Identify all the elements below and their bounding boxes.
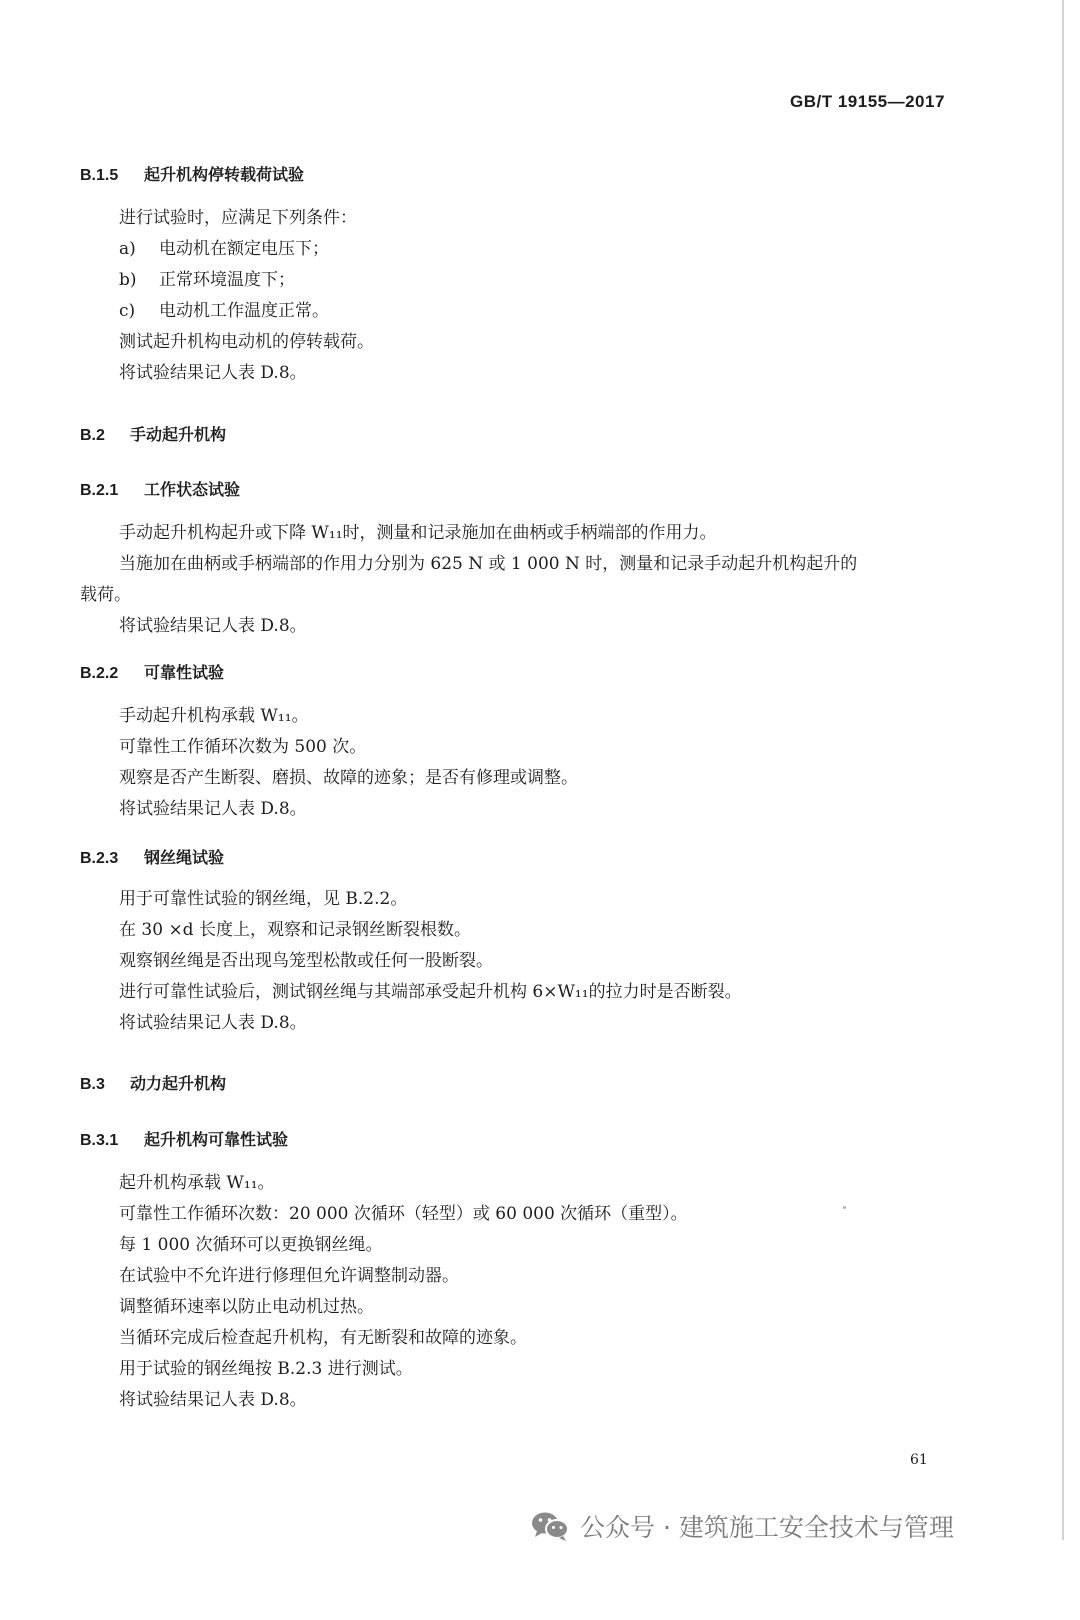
paragraph: 用于可靠性试验的钢丝绳，见 B.2.2。	[119, 889, 408, 909]
paragraph: 每 1 000 次循环可以更换钢丝绳。	[119, 1235, 383, 1255]
section-heading-b21	[80, 477, 240, 500]
section-heading-b22	[80, 660, 224, 683]
document-code: GB/T 19155—2017	[790, 92, 945, 111]
section-number: B.3.1	[80, 1132, 119, 1149]
section-heading-b15	[80, 162, 304, 185]
section-title: 动力起升机构	[130, 1074, 227, 1093]
section-title: 钢丝绳试验	[144, 848, 225, 867]
paragraph: 当循环完成后检查起升机构，有无断裂和故障的迹象。	[119, 1328, 527, 1348]
paragraph: 将试验结果记人表 D.8。	[119, 616, 307, 636]
paragraph: 可靠性工作循环次数为 500 次。	[119, 737, 367, 757]
section-heading-b31	[80, 1127, 288, 1150]
paragraph: 将试验结果记人表 D.8。	[119, 363, 307, 383]
section-title: 手动起升机构	[130, 425, 227, 444]
paragraph: 将试验结果记人表 D.8。	[119, 1013, 307, 1033]
section-number: B.2	[80, 427, 105, 444]
paragraph: 手动起升机构承载 W₁₁。	[119, 706, 309, 726]
section-title: 工作状态试验	[144, 480, 241, 499]
paragraph: 观察是否产生断裂、磨损、故障的迹象；是否有修理或调整。	[119, 768, 578, 788]
footer-text: 公众号 · 建筑施工安全技术与管理	[580, 1513, 954, 1542]
wechat-icon	[530, 1510, 570, 1542]
paragraph: 起升机构承载 W₁₁。	[119, 1173, 275, 1193]
paragraph: 进行试验时，应满足下列条件：	[119, 208, 357, 228]
section-title: 可靠性试验	[144, 663, 225, 682]
section-number: B.2.2	[80, 665, 119, 682]
section-heading-b2	[80, 422, 226, 445]
list-item: a) 电动机在额定电压下；	[119, 239, 329, 259]
section-number: B.1.5	[80, 167, 119, 184]
section-number: B.2.3	[80, 850, 119, 867]
section-number: B.3	[80, 1076, 105, 1093]
paragraph: 将试验结果记人表 D.8。	[119, 1390, 307, 1410]
paragraph: 在 30 ×d 长度上，观察和记录钢丝断裂根数。	[119, 920, 471, 940]
paragraph: 在试验中不允许进行修理但允许调整制动器。	[119, 1266, 459, 1286]
paragraph: 用于试验的钢丝绳按 B.2.3 进行测试。	[119, 1359, 413, 1379]
section-number: B.2.1	[80, 482, 119, 499]
list-item: b) 正常环境温度下；	[119, 270, 295, 290]
paragraph-continuation: 载荷。	[80, 585, 131, 605]
section-title: 起升机构停转载荷试验	[144, 165, 305, 184]
paragraph: 调整循环速率以防止电动机过热。	[119, 1297, 374, 1317]
section-heading-b3	[80, 1071, 226, 1094]
page-number: 61	[910, 1452, 928, 1468]
list-item: c) 电动机工作温度正常。	[119, 301, 329, 321]
paragraph: 进行可靠性试验后，测试钢丝绳与其端部承受起升机构 6×W₁₁的拉力时是否断裂。	[119, 982, 742, 1002]
paragraph: 将试验结果记人表 D.8。	[119, 799, 307, 819]
page-edge-line	[1062, 0, 1064, 1540]
footer-watermark	[530, 1508, 954, 1544]
paragraph: 手动起升机构起升或下降 W₁₁时，测量和记录施加在曲柄或手柄端部的作用力。	[119, 523, 717, 543]
scan-speck	[843, 1206, 846, 1209]
paragraph: 可靠性工作循环次数：20 000 次循环（轻型）或 60 000 次循环（重型）。	[119, 1204, 688, 1224]
paragraph: 当施加在曲柄或手柄端部的作用力分别为 625 N 或 1 000 N 时，测量和记录手动起升机构起升的	[119, 554, 858, 574]
section-heading-b23	[80, 845, 224, 868]
paragraph: 观察钢丝绳是否出现鸟笼型松散或任何一股断裂。	[119, 951, 493, 971]
paragraph: 测试起升机构电动机的停转载荷。	[119, 332, 374, 352]
section-title: 起升机构可靠性试验	[144, 1130, 289, 1149]
